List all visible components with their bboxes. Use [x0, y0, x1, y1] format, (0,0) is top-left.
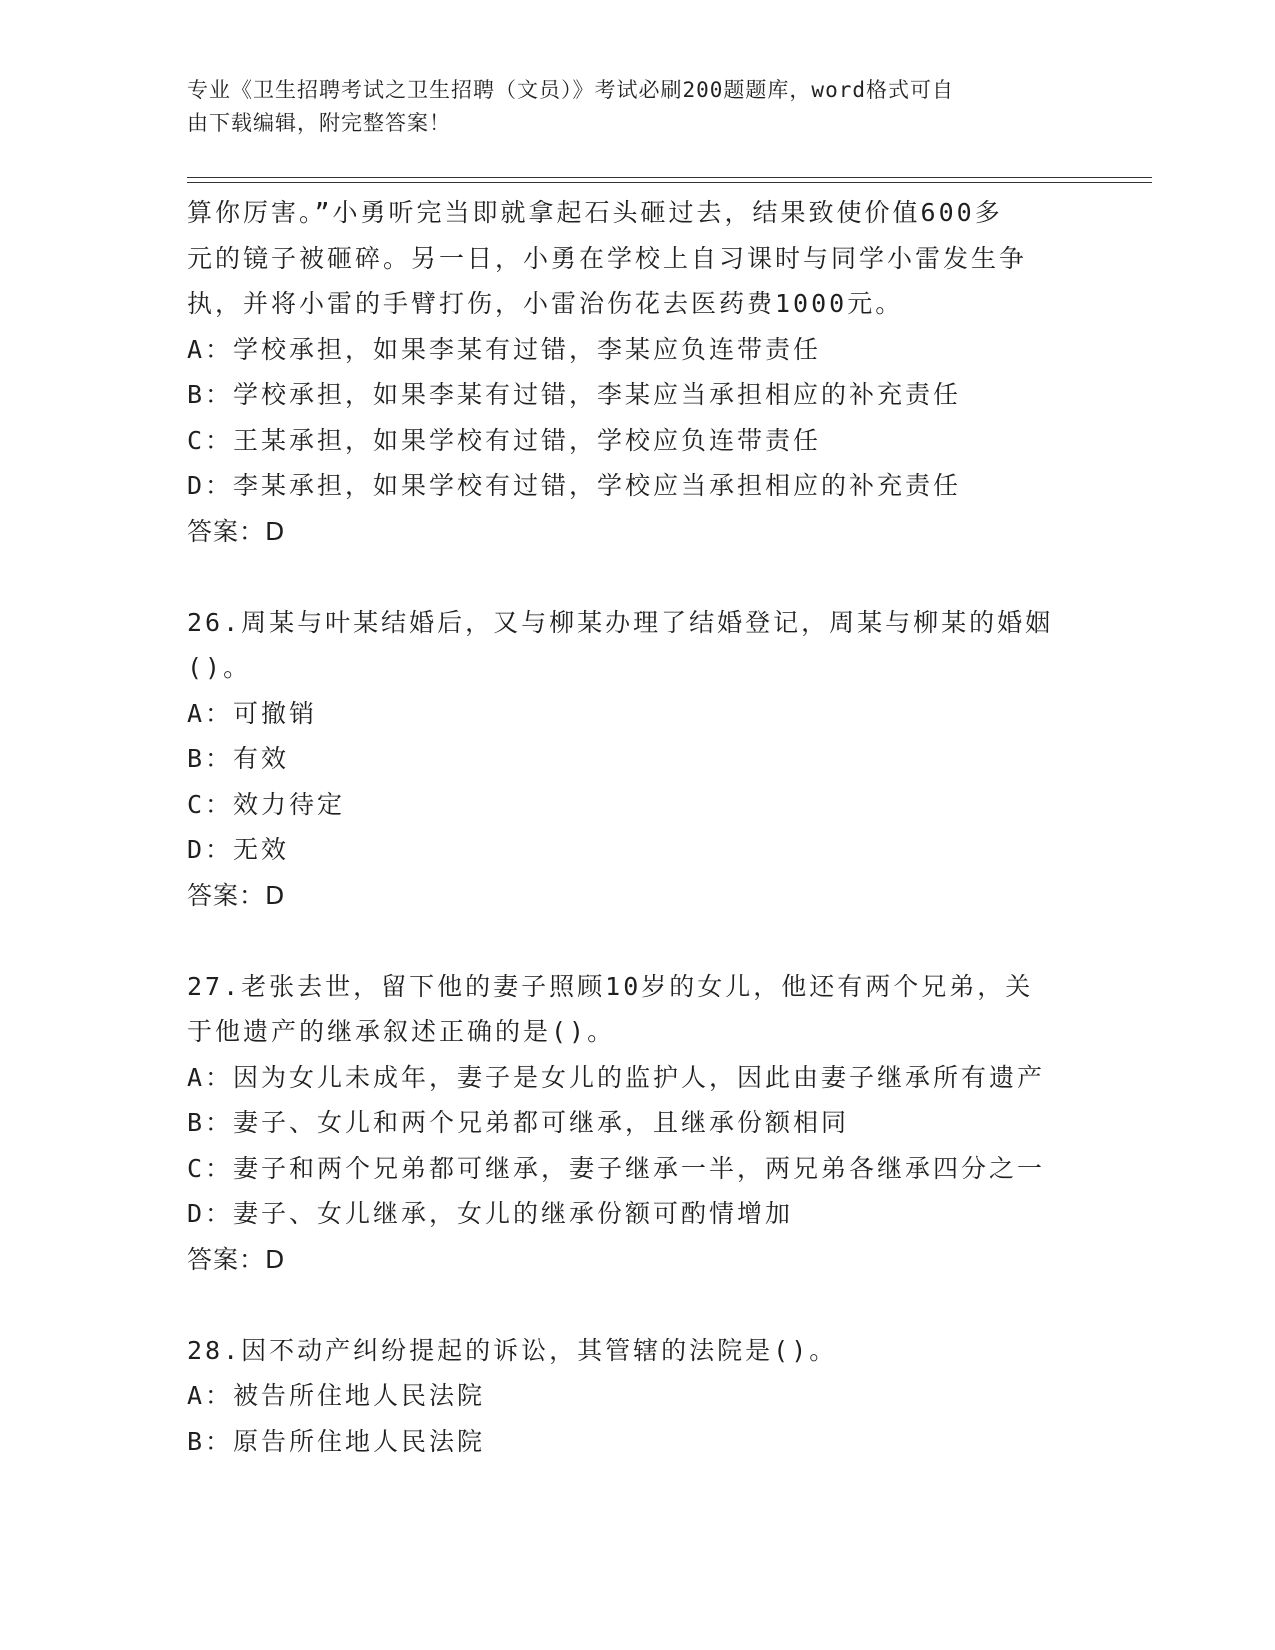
option-b: B：学校承担，如果李某有过错，李某应当承担相应的补充责任: [187, 380, 962, 409]
header-line-1: 专业《卫生招聘考试之卫生招聘（文员）》考试必刷200题题库，word格式可自: [187, 78, 954, 102]
option-d: D：妻子、女儿继承，女儿的继承份额可酌情增加: [187, 1199, 794, 1228]
spacer: [187, 554, 1087, 600]
header-line-2: 由下载编辑，附完整答案！: [187, 111, 451, 135]
question-text-line: ()。: [187, 653, 252, 682]
question-text-line: 元的镜子被砸碎。另一日，小勇在学校上自习课时与同学小雷发生争: [187, 243, 1028, 273]
option-c: C：效力待定: [187, 789, 346, 819]
header-divider-top: [187, 177, 1152, 178]
question-text-line: 于他遗产的继承叙述正确的是()。: [187, 1017, 616, 1046]
spacer: [187, 918, 1087, 964]
option-c: C：王某承担，如果学校有过错，学校应负连带责任: [187, 425, 822, 455]
document-body: [187, 190, 1087, 1464]
option-d: D：无效: [187, 835, 290, 864]
question-28: [187, 1328, 1087, 1465]
option-a: A：可撤销: [187, 698, 318, 728]
question-text-line: 28.因不动产纠纷提起的诉讼，其管辖的法院是()。: [187, 1335, 838, 1365]
spacer: [187, 1282, 1087, 1328]
option-b: B：妻子、女儿和两个兄弟都可继承，且继承份额相同: [187, 1108, 850, 1137]
option-a: A：学校承担，如果李某有过错，李某应负连带责任: [187, 334, 822, 364]
question-27: [187, 964, 1087, 1283]
header-divider-bottom: [187, 182, 1152, 183]
question-continuation: [187, 190, 1087, 554]
question-text-line: 27.老张去世，留下他的妻子照顾10岁的女儿，他还有两个兄弟，关: [187, 971, 1034, 1001]
option-b: B：有效: [187, 744, 290, 773]
question-text-line: 26.周某与叶某结婚后，又与柳某办理了结婚登记，周某与柳某的婚姻: [187, 607, 1054, 637]
option-a: A：因为女儿未成年，妻子是女儿的监护人，因此由妻子继承所有遗产: [187, 1062, 1046, 1092]
answer-line: 答案：D: [187, 516, 286, 546]
answer-line: 答案：D: [187, 880, 286, 910]
option-c: C：妻子和两个兄弟都可继承，妻子继承一半，两兄弟各继承四分之一: [187, 1153, 1046, 1183]
question-text-line: 执，并将小雷的手臂打伤，小雷治伤花去医药费1000元。: [187, 289, 904, 318]
option-b: B：原告所住地人民法院: [187, 1426, 486, 1456]
question-26: [187, 600, 1087, 919]
question-text-line: 算你厉害。”小勇听完当即就拿起石头砸过去，结果致使价值600多: [187, 198, 1003, 227]
document-header: [187, 74, 1067, 140]
answer-line: 答案：D: [187, 1244, 286, 1274]
option-a: A：被告所住地人民法院: [187, 1381, 486, 1410]
option-d: D：李某承担，如果学校有过错，学校应当承担相应的补充责任: [187, 471, 962, 500]
